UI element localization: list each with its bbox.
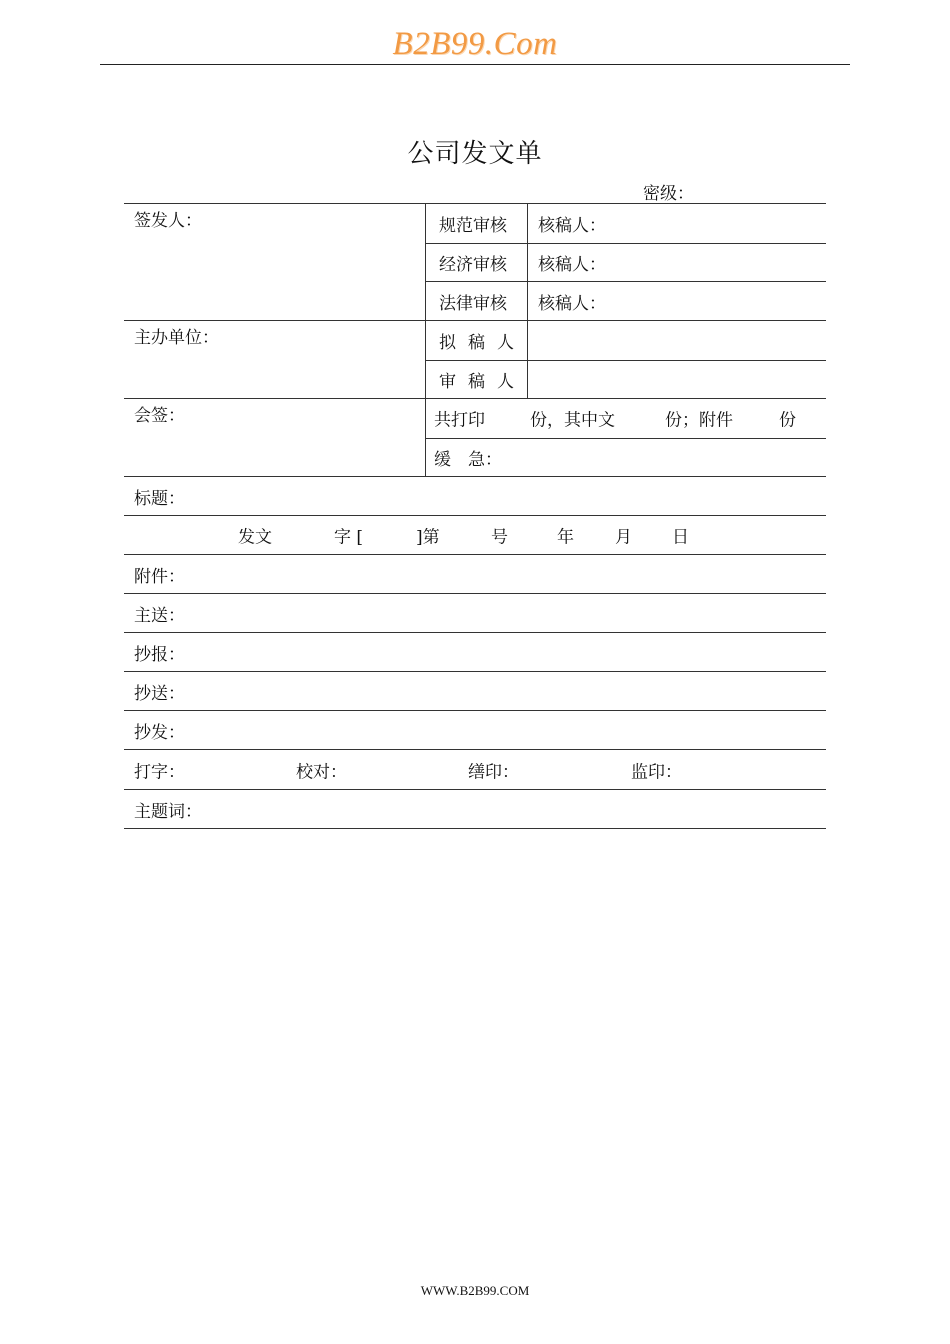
signer-section — [124, 204, 826, 321]
year-label: 年 — [557, 527, 574, 548]
fawen-label: 发文 — [238, 527, 272, 548]
main-recipient-row[interactable] — [124, 594, 826, 633]
reviewer-label: 审稿人 — [426, 361, 528, 399]
copies-of-which-label: 份，其中文 — [530, 410, 615, 431]
attachment-row[interactable] — [124, 555, 826, 594]
print-copies-row — [426, 399, 826, 438]
keywords-label: 主题词： — [134, 801, 202, 822]
checker-field[interactable]: 核稿人： — [538, 215, 606, 236]
urgency-label: 缓 急： — [434, 449, 502, 470]
site-logo: B2B99.Com — [392, 26, 558, 62]
checker-field[interactable]: 核稿人： — [538, 293, 606, 314]
issue-copy-row[interactable] — [124, 711, 826, 750]
dispatch-form-table — [124, 203, 826, 829]
review-row-legal — [426, 281, 826, 320]
doc-number-row[interactable] — [124, 516, 826, 555]
report-copy-row[interactable] — [124, 633, 826, 672]
checker-field[interactable]: 核稿人： — [538, 254, 606, 275]
signer-label: 签发人： — [134, 211, 202, 231]
print-total-label: 共打印 — [434, 410, 485, 431]
review-list — [426, 204, 826, 320]
hao-label: 号 — [491, 527, 508, 548]
send-copy-row[interactable] — [124, 672, 826, 711]
review-type: 法律审核 — [426, 282, 528, 320]
page-title: 公司发文单 — [407, 139, 543, 169]
print-supervise-label: 监印： — [631, 762, 682, 782]
subject-row[interactable] — [124, 477, 826, 516]
footer-site-url: WWW.B2B99.COM — [420, 1283, 530, 1298]
copies-attachment-label: 份；附件 — [665, 410, 733, 431]
signer-field[interactable] — [124, 204, 426, 320]
typist-label: 打字： — [134, 762, 185, 782]
host-unit-label: 主办单位： — [134, 328, 219, 348]
countersign-label: 会签： — [134, 406, 185, 426]
host-unit-field[interactable] — [124, 321, 426, 398]
drafter-row — [426, 321, 826, 360]
report-copy-label: 抄报： — [134, 644, 185, 665]
keywords-row[interactable] — [124, 790, 826, 829]
header-divider — [100, 64, 850, 65]
day-label: 日 — [672, 527, 689, 548]
review-type: 规范审核 — [426, 204, 528, 243]
attachment-label: 附件： — [134, 566, 185, 587]
di-label: ]第 — [416, 527, 440, 548]
secrecy-level-label: 密级： — [643, 184, 694, 204]
month-label: 月 — [615, 527, 632, 548]
countersign-field[interactable] — [124, 399, 426, 476]
review-row-economic — [426, 243, 826, 282]
main-recipient-label: 主送： — [134, 605, 185, 626]
review-row-standard — [426, 204, 826, 243]
proofread-label: 校对： — [296, 762, 347, 782]
copies-end-label: 份 — [779, 410, 796, 431]
zi-label: 字 [ — [334, 527, 364, 548]
host-unit-section — [124, 321, 826, 399]
review-type: 经济审核 — [426, 244, 528, 282]
countersign-section — [124, 399, 826, 477]
print-made-label: 缮印： — [468, 762, 519, 782]
staff-row[interactable] — [124, 750, 826, 790]
urgency-row[interactable] — [426, 438, 826, 477]
issue-copy-label: 抄发： — [134, 722, 185, 743]
subject-label: 标题： — [134, 488, 185, 509]
reviewer-row — [426, 360, 826, 399]
drafter-label: 拟稿人 — [426, 321, 528, 360]
send-copy-label: 抄送： — [134, 683, 185, 704]
